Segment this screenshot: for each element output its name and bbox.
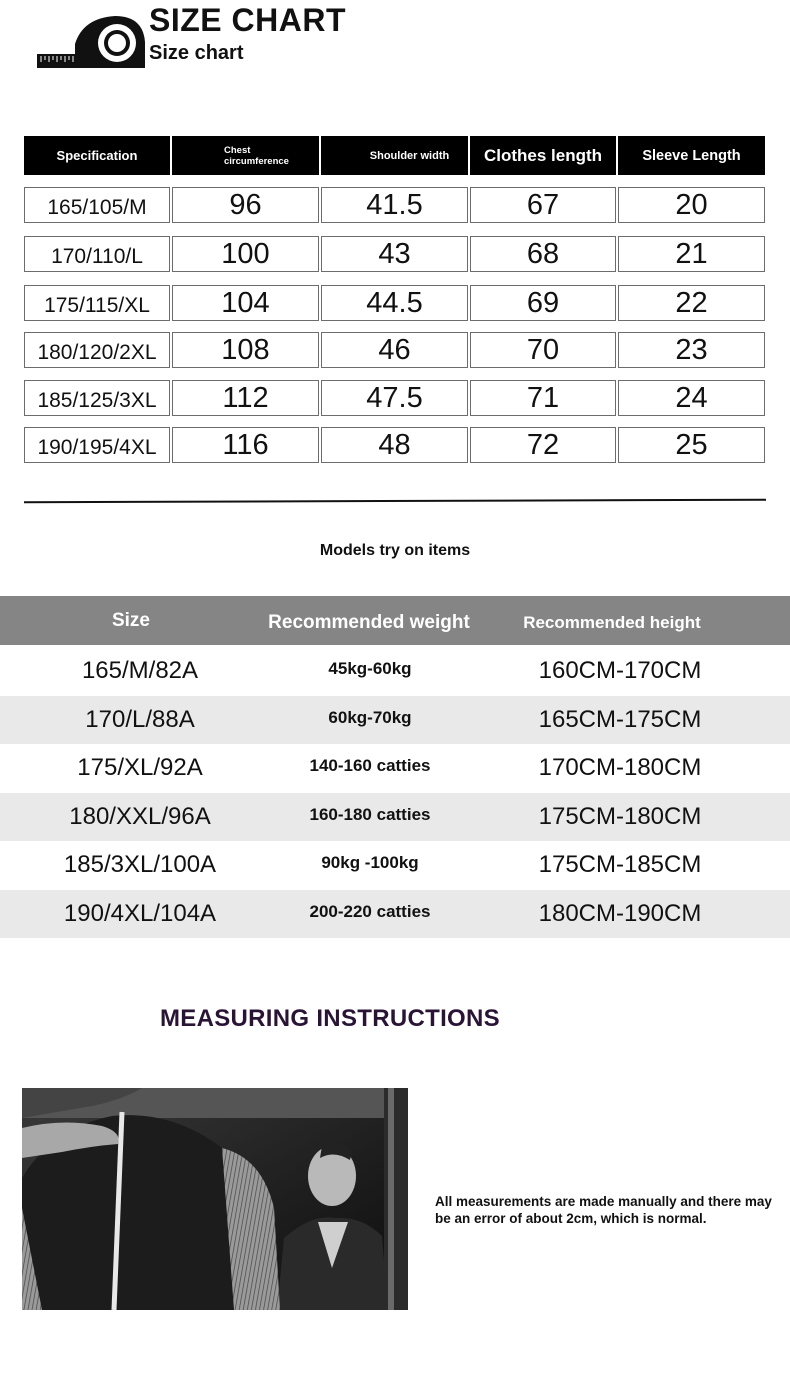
page-subtitle: Size chart <box>149 42 244 64</box>
models-caption: Models try on items <box>319 542 471 559</box>
size-cell-shoulder: 47.5 <box>321 380 468 416</box>
size-cell-spec: 165/105/M <box>24 187 170 223</box>
models-cell-size: 170/L/88A <box>85 705 195 733</box>
size-cell-sleeve-length: 20 <box>618 187 765 223</box>
column-header-shoulder: Shoulder width <box>321 136 468 175</box>
models-row <box>0 647 790 695</box>
page-title: SIZE CHART <box>149 2 346 38</box>
size-cell-clothes-length: 67 <box>470 187 616 223</box>
models-cell-weight: 200-220 catties <box>309 902 431 921</box>
models-row <box>0 793 790 841</box>
models-cell-height: 180CM-190CM <box>538 900 702 927</box>
size-cell-spec: 180/120/2XL <box>24 332 170 368</box>
size-cell-sleeve-length: 24 <box>618 380 765 416</box>
size-cell-clothes-length: 68 <box>470 236 616 272</box>
column-header-sleeve-length: Sleeve Length <box>618 136 765 175</box>
column-header-chest <box>172 136 319 175</box>
size-cell-chest: 112 <box>172 380 319 416</box>
size-cell-clothes-length: 70 <box>470 332 616 368</box>
size-cell-spec: 190/195/4XL <box>24 427 170 463</box>
size-cell-shoulder: 48 <box>321 427 468 463</box>
divider <box>24 499 766 504</box>
column-header-chest-label: Chest circumference <box>224 144 289 167</box>
size-cell-clothes-length: 72 <box>470 427 616 463</box>
size-cell-chest: 104 <box>172 285 319 321</box>
models-cell-weight: 60kg-70kg <box>328 707 412 727</box>
size-cell-spec: 175/115/XL <box>24 285 170 321</box>
size-cell-chest: 100 <box>172 236 319 272</box>
column-header-specification: Specification <box>24 136 170 175</box>
column-header-clothes-length: Clothes length <box>470 136 616 175</box>
models-header-size: Size <box>111 609 151 631</box>
models-cell-size: 185/3XL/100A <box>63 851 217 879</box>
models-cell-size: 165/M/82A <box>81 657 199 684</box>
size-cell-sleeve-length: 23 <box>618 332 765 368</box>
size-cell-clothes-length: 71 <box>470 380 616 416</box>
models-cell-weight: 90kg -100kg <box>321 853 419 873</box>
models-cell-weight: 160-180 catties <box>309 804 431 824</box>
size-cell-sleeve-length: 22 <box>618 285 765 321</box>
models-cell-height: 160CM-170CM <box>538 657 702 684</box>
size-cell-spec: 170/110/L <box>24 236 170 272</box>
size-cell-spec: 185/125/3XL <box>24 380 170 416</box>
size-cell-shoulder: 41.5 <box>321 187 468 223</box>
tape-measure-icon <box>35 14 147 72</box>
models-row <box>0 744 790 792</box>
size-cell-chest: 108 <box>172 332 319 368</box>
models-cell-height: 175CM-180CM <box>538 802 702 830</box>
models-header-height: Recommended height <box>523 612 701 632</box>
models-cell-height: 170CM-180CM <box>538 754 702 782</box>
models-cell-size: 180/XXL/96A <box>69 802 211 830</box>
size-cell-sleeve-length: 25 <box>618 427 765 463</box>
models-table-header <box>0 596 790 645</box>
models-cell-weight: 45kg-60kg <box>328 659 412 678</box>
models-cell-size: 175/XL/92A <box>77 754 203 782</box>
models-row <box>0 890 790 938</box>
models-cell-size: 190/4XL/104A <box>63 900 217 927</box>
measuring-instructions-title: MEASURING INSTRUCTIONS <box>160 1005 500 1032</box>
size-cell-shoulder: 44.5 <box>321 285 468 321</box>
size-cell-chest: 116 <box>172 427 319 463</box>
size-cell-shoulder: 43 <box>321 236 468 272</box>
models-cell-height: 165CM-175CM <box>538 705 702 733</box>
models-row <box>0 696 790 744</box>
tailor-measuring-photo <box>22 1088 408 1310</box>
models-header-weight: Recommended weight <box>268 611 470 633</box>
size-cell-shoulder: 46 <box>321 332 468 368</box>
size-cell-clothes-length: 69 <box>470 285 616 321</box>
models-cell-height: 175CM-185CM <box>538 851 702 879</box>
size-cell-sleeve-length: 21 <box>618 236 765 272</box>
models-cell-weight: 140-160 catties <box>309 756 431 776</box>
measurement-note: All measurements are made manually and there may be an error of about 2cm, which is normal. <box>435 1194 772 1226</box>
size-cell-chest: 96 <box>172 187 319 223</box>
models-row <box>0 841 790 889</box>
